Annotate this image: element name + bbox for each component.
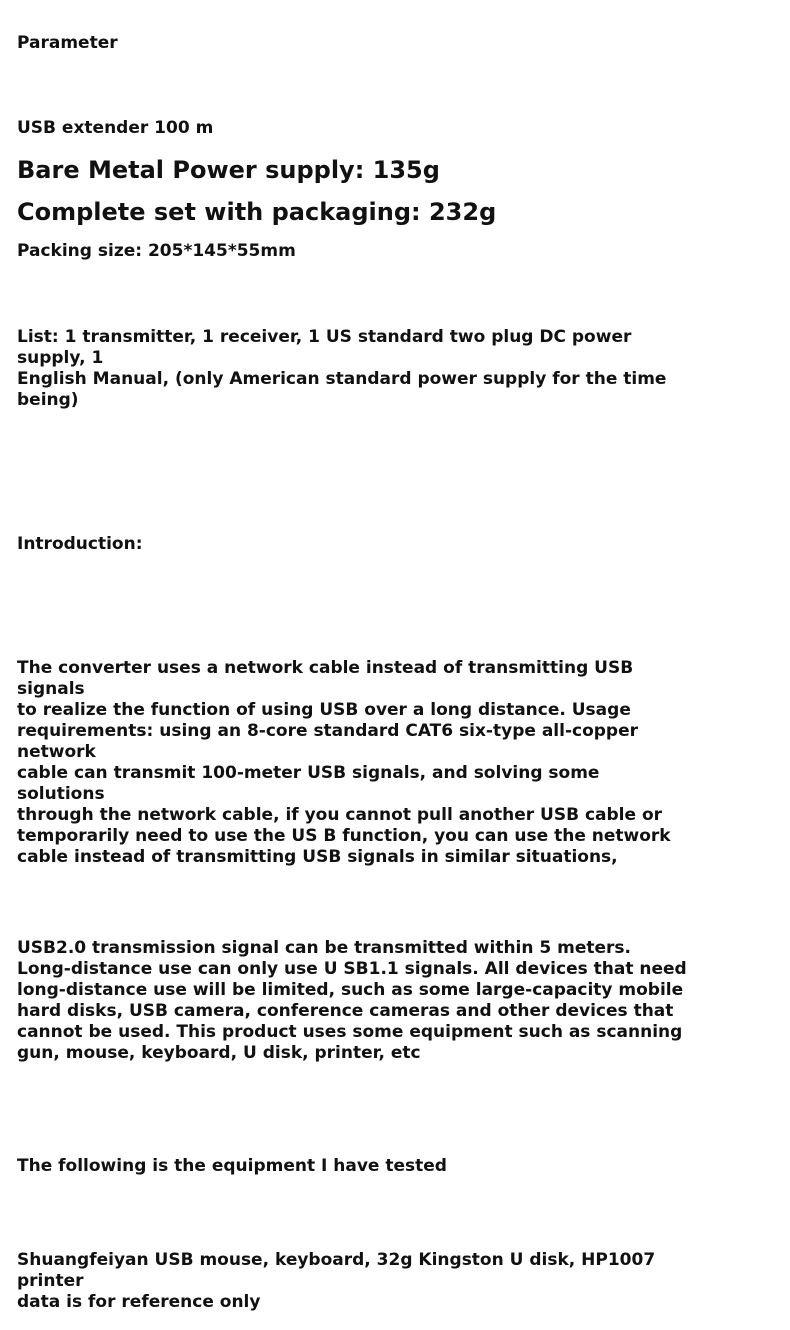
tested-equipment-heading: The following is the equipment I have tested bbox=[17, 1156, 447, 1176]
parameter-heading: Parameter bbox=[17, 33, 118, 53]
complete-set-weight: Complete set with packaging: 232g bbox=[17, 198, 497, 226]
product-name: USB extender 100 m bbox=[17, 118, 214, 138]
bare-metal-weight: Bare Metal Power supply: 135g bbox=[17, 156, 440, 184]
packing-size: Packing size: 205*145*55mm bbox=[17, 241, 296, 261]
tested-equipment-list: Shuangfeiyan USB mouse, keyboard, 32g Kingston U disk, HP1007 printer data is for reference only bbox=[17, 1250, 656, 1312]
usb-transmission-note: USB2.0 transmission signal can be transmitted within 5 meters. Long-distance use can only use U SB1.1 signals. All devices that need long-distance use will be limited, such as some large-capacity mobile hard disks, USB camera, conference cameras and other devices that cannot be used. This product uses some equipment such as scanning gun, mouse, keyboard, U disk, printer, etc bbox=[17, 938, 687, 1063]
introduction-text: The converter uses a network cable instead of transmitting USB signals to realize the function of using USB over a long distance. Usage requirements: using an 8-core standard CAT6 six-type all-copper network cable can transmit 100-meter USB signals, and solving some solutions through the network cable, if you cannot pull another USB cable or temporarily need to use the US B function, you can use the network cable instead of transmitting USB signals in similar situations, bbox=[17, 658, 671, 867]
introduction-heading: Introduction: bbox=[17, 534, 143, 554]
package-list: List: 1 transmitter, 1 receiver, 1 US standard two plug DC power supply, 1 English Manual, (only American standard power supply for the time being) bbox=[17, 327, 667, 410]
